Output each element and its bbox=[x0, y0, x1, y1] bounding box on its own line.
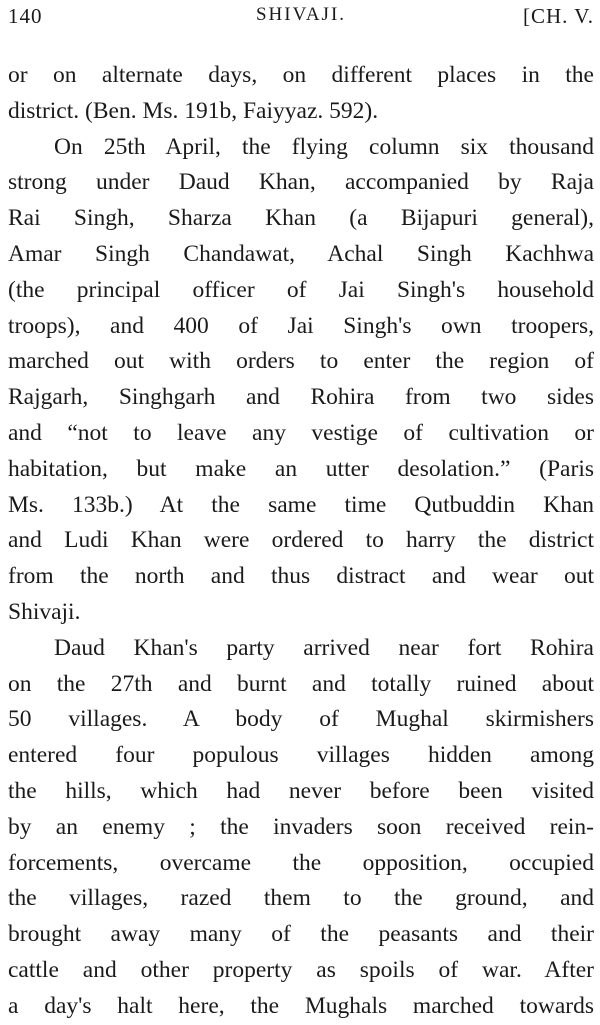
page-number: 140 bbox=[8, 4, 43, 28]
text-line: Ms. 133b.) At the same time Qutbuddin Khan bbox=[8, 491, 594, 518]
text-line: from the north and thus distract and wear out bbox=[8, 563, 594, 590]
text-line: Rajgarh, Singhgarh and Rohira from two sides bbox=[8, 384, 594, 411]
text-line: On 25th April, the flying column six thousand bbox=[54, 133, 594, 160]
text-line: and “not to leave any vestige of cultivation or bbox=[8, 419, 594, 446]
text-line: Shivaji. bbox=[8, 598, 81, 625]
text-line: marched out with orders to enter the region of bbox=[8, 348, 594, 375]
text-line: entered four populous villages hidden among bbox=[8, 742, 594, 769]
text-line: brought away many of the peasants and their bbox=[8, 921, 594, 948]
text-line: habitation, but make an utter desolation.” (Paris bbox=[8, 455, 594, 482]
text-line: by an enemy ; the invaders soon received rein- bbox=[8, 813, 594, 840]
text-line: on the 27th and burnt and totally ruined about bbox=[8, 670, 594, 697]
chapter-marker: [CH. V. bbox=[523, 4, 594, 28]
text-line: Daud Khan's party arrived near fort Rohira bbox=[54, 634, 594, 661]
body-text bbox=[8, 58, 594, 1025]
text-line: the villages, razed them to the ground, and bbox=[8, 885, 594, 912]
text-line: forcements, overcame the opposition, occupied bbox=[8, 849, 594, 876]
text-line: Amar Singh Chandawat, Achal Singh Kachhwa bbox=[8, 240, 594, 267]
text-line: (the principal officer of Jai Singh's household bbox=[8, 276, 594, 303]
text-line: Rai Singh, Sharza Khan (a Bijapuri general), bbox=[8, 205, 594, 232]
text-line: and Ludi Khan were ordered to harry the district bbox=[8, 527, 594, 554]
text-line: strong under Daud Khan, accompanied by Raja bbox=[8, 169, 594, 196]
text-line: a day's halt here, the Mughals marched towards bbox=[8, 992, 594, 1019]
running-title: SHIVAJI. bbox=[255, 4, 347, 25]
text-line: district. (Ben. Ms. 191b, Faiyyaz. 592). bbox=[8, 97, 379, 124]
running-header bbox=[8, 4, 594, 38]
text-line: cattle and other property as spoils of war. After bbox=[8, 956, 594, 983]
text-line: troops), and 400 of Jai Singh's own troopers, bbox=[8, 312, 594, 339]
text-line: the hills, which had never before been visited bbox=[8, 777, 594, 804]
text-line: or on alternate days, on different places in the bbox=[8, 62, 594, 88]
text-line: 50 villages. A body of Mughal skirmishers bbox=[8, 706, 594, 733]
